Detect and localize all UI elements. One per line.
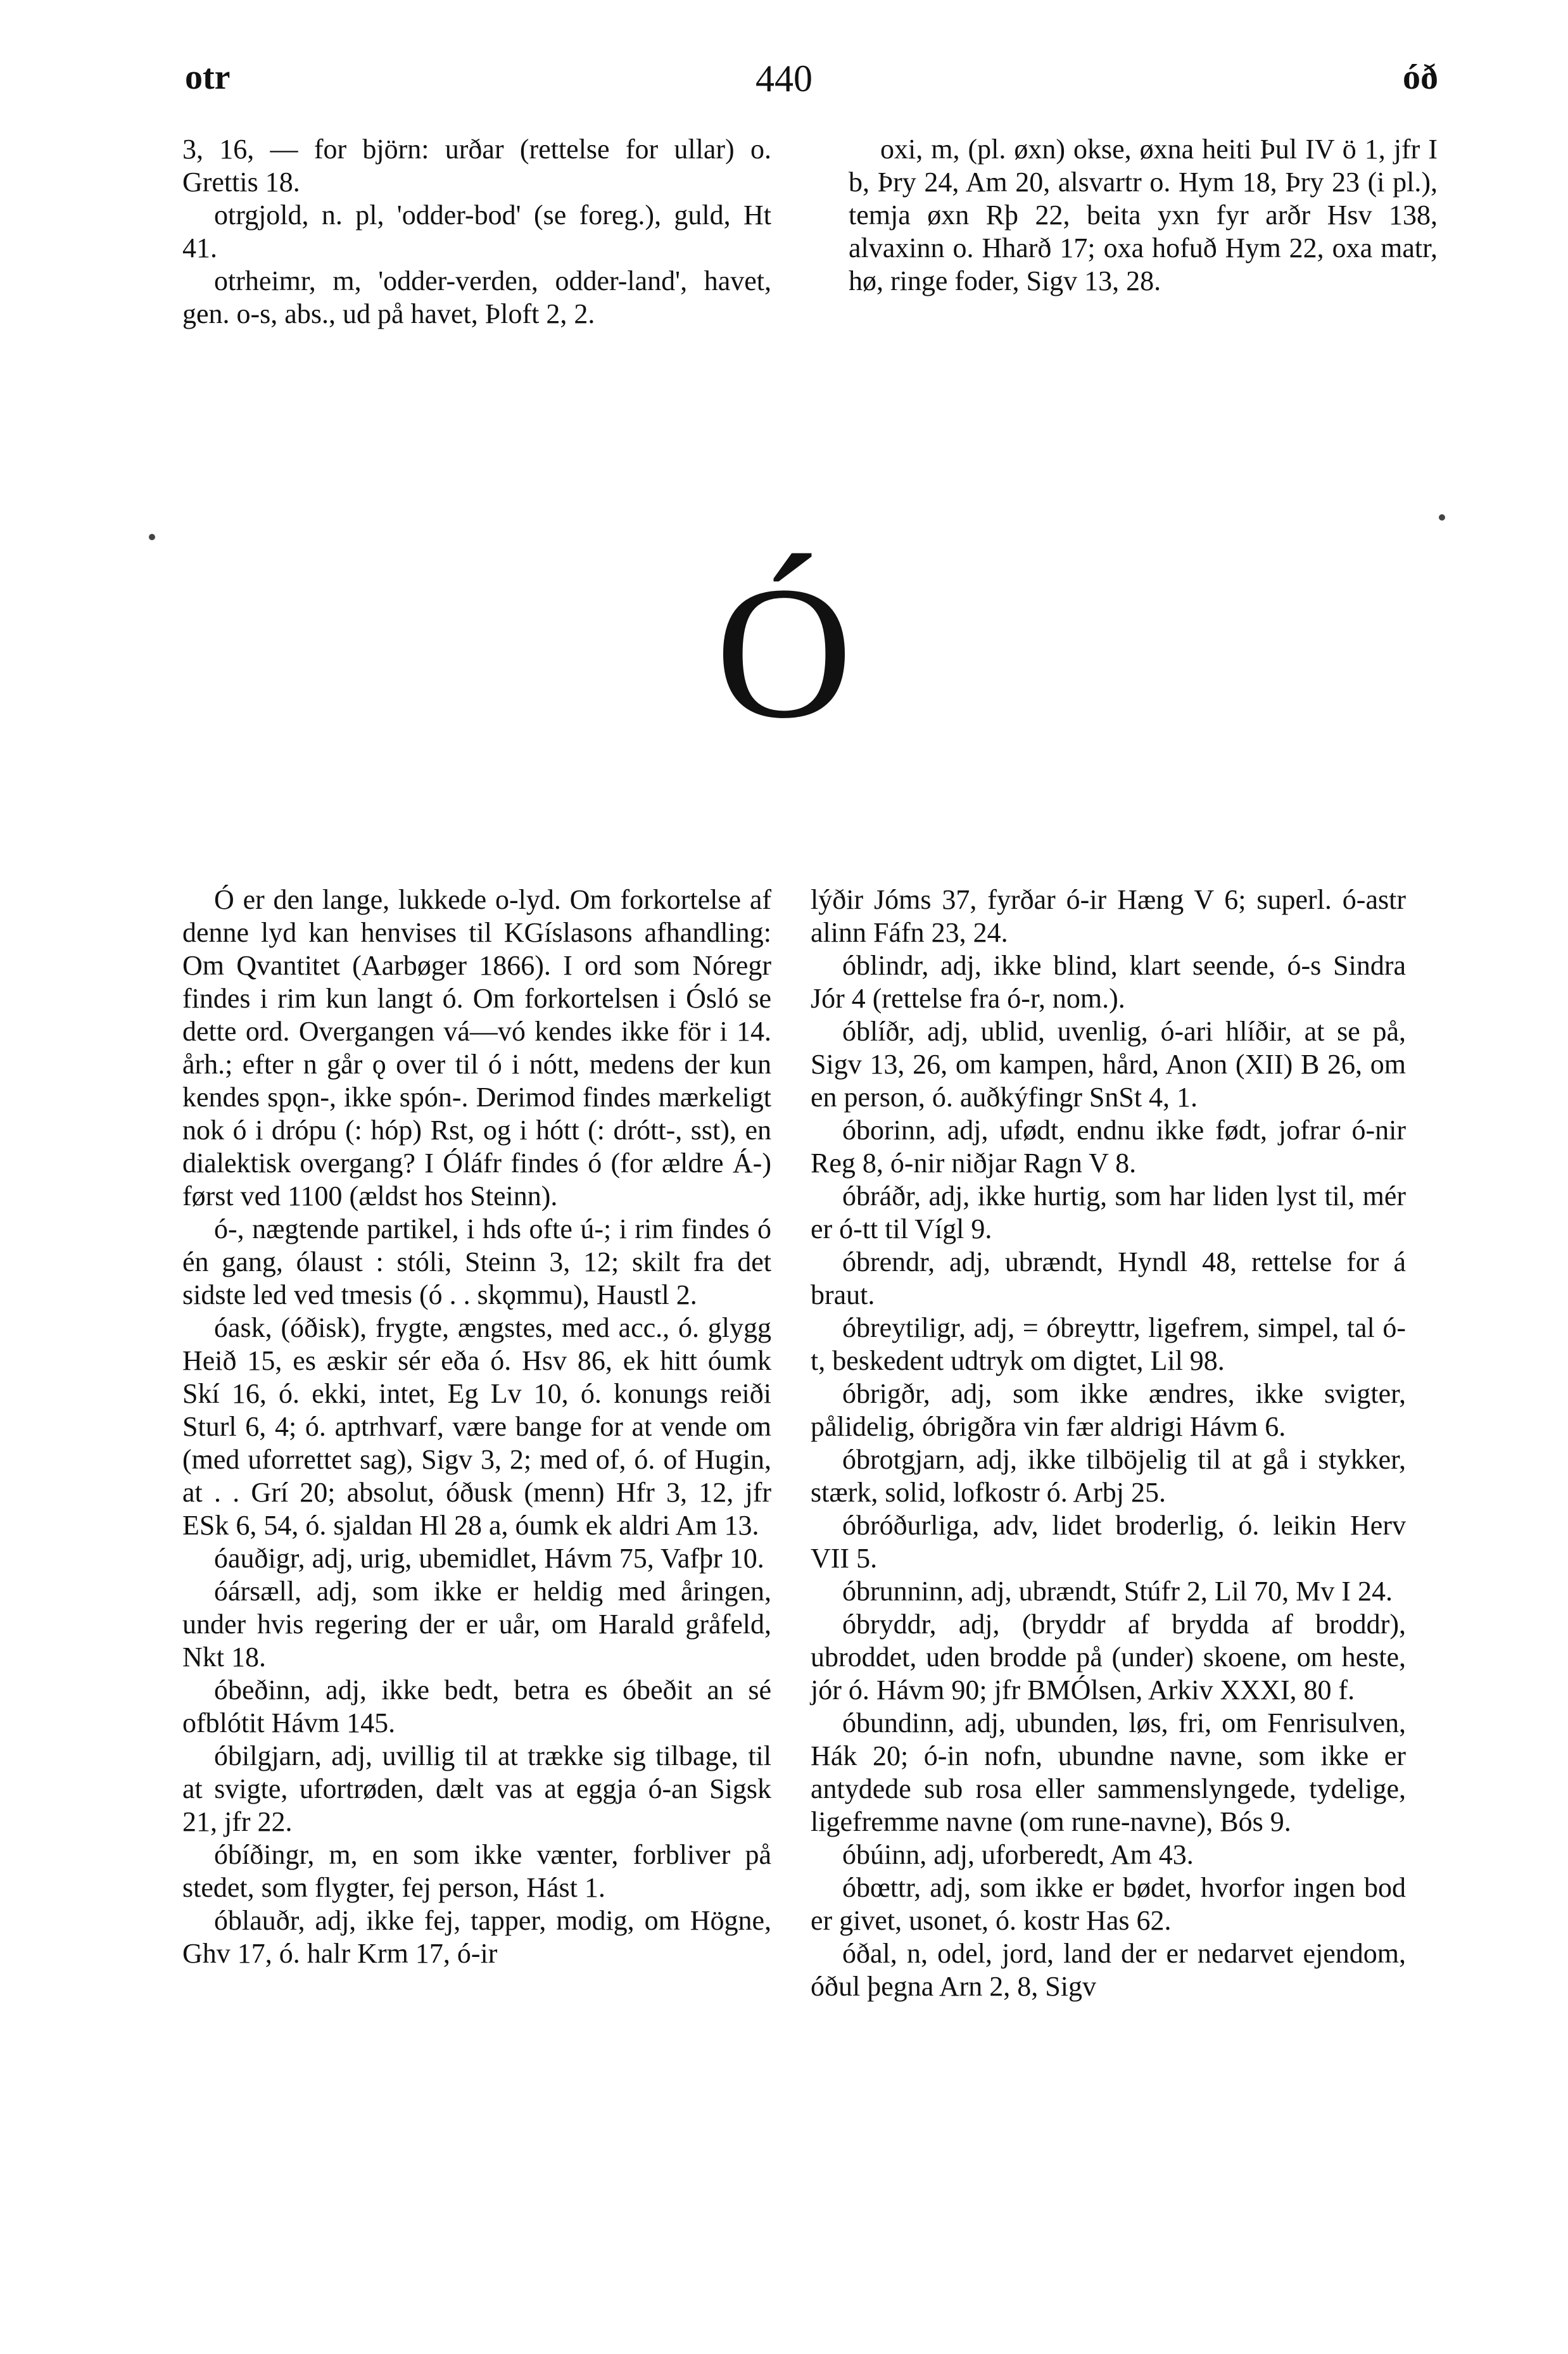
top-left-column [182, 133, 771, 331]
entry-obidingr: óbíðingr, m, en som ikke vænter, forbliver på stedet, som flygter, fej person, Hást 1. [182, 1839, 771, 1903]
entry-oborinn: óborinn, adj, ufødt, endnu ikke født, jofrar ó-nir Reg 8, ó-nir niðjar Ragn V 8. [811, 1115, 1406, 1179]
entry-oarsaell: óársæll, adj, som ikke er heldig med åringen, under hvis regering der er uår, om Harald gråfeld, Nkt 18. [182, 1576, 771, 1673]
entry-oblaudr-continued: lýðir Jóms 37, fyrðar ó-ir Hæng V 6; superl. ó-astr alinn Fáfn 23, 24. [811, 884, 1406, 948]
entry-obedinn: óbeðinn, adj, ikke bedt, betra es óbeðit an sé ofblótit Hávm 145. [182, 1674, 771, 1738]
entry-oask: óask, (óðisk), frygte, ængstes, med acc., ó. glygg Heið 15, es æskir sér eða ó. Hsv 86, ek hitt óumk Skí 16, ó. ekki, intet, Eg Lv 10, ó. konungs reiði Sturl 6, 4; ó. aptrhvarf, være bange for at vende om (med uforrettet sag), Sigv 3, 2; med of, ó. of Hugin, at . . Grí 20; absolut, óðusk (menn) Hfr 3, 12, jfr ESk 6, 54, ó. sjaldan Hl 28 a, óumk ek aldri Am 13. [182, 1312, 771, 1541]
entry-obottr: óbœttr, adj, som ikke er bødet, hvorfor ingen bod er givet, usonet, ó. kostr Has 62. [811, 1872, 1406, 1936]
entry-oblidr: óblíðr, adj, ublid, uvenlig, ó-ari hlíðir, at se på, Sigv 13, 26, om kampen, hård, Anon (XII) B 26, om en person, ó. auðkýfingr SnSt 4, 1. [811, 1016, 1406, 1113]
entry-obreytiligr: óbreytiligr, adj, = óbreyttr, ligefrem, simpel, tal ó-t, beskedent udtryk om digtet, Lil 98. [811, 1312, 1406, 1376]
entry-obrotgjarn: óbrotgjarn, adj, ikke tilböjelig til at gå i stykker, stærk, solid, lofkostr ó. Arbj 25. [811, 1444, 1406, 1508]
running-head-left: otr [185, 58, 231, 97]
entry-oblindr: óblindr, adj, ikke blind, klart seende, ó-s Sindra Jór 4 (rettelse fra ó-r, nom.). [811, 950, 1406, 1014]
margin-mark-left [149, 534, 155, 540]
page-number: 440 [756, 58, 812, 99]
entry-otrheimr: otrheimr, m, 'odder-verden, odder-land', havet, gen. o-s, abs., ud på havet, Þloft 2, 2. [182, 265, 771, 329]
entry-obundinn: óbundinn, adj, ubunden, løs, fri, om Fenrisulven, Hák 20; ó-in nofn, ubundne navne, som ikke er antydede sub rosa eller sammenslyngede, tydelige, ligefremme navne (om rune-navne), Bós 9. [811, 1707, 1406, 1837]
running-head-right: óð [1403, 58, 1438, 97]
entry-obrodurliga: óbróðurliga, adv, lidet broderlig, ó. leikin Herv VII 5. [811, 1510, 1406, 1574]
entry-oblaudr: óblauðr, adj, ikke fej, tapper, modig, om Högne, Ghv 17, ó. halr Krm 17, ó-ir [182, 1905, 771, 1969]
bottom-right-column [811, 883, 1406, 2003]
entry-continuation: 3, 16, — for björn: urðar (rettelse for ullar) o. Grettis 18. [182, 134, 771, 198]
entry-oxi: oxi, m, (pl. øxn) okse, øxna heiti Þul IV ö 1, jfr I b, Þry 24, Am 20, alsvartr o. Hym 18, Þry 23 (i pl.), temja øxn Rþ 22, beita yxn fyr arðr Hsv 138, alvaxinn o. Hharð 17; oxa hofuð Hym 22, oxa matr, hø, ringe foder, Sigv 13, 28. [849, 134, 1438, 296]
entry-o-prefix: ó-, nægtende partikel, i hds ofte ú-; i rim findes ó én gang, ólaust : stóli, Steinn 3, 12; skilt fra det sidste led ved tmesis (ó . . skǫmmu), Haustl 2. [182, 1213, 771, 1310]
entry-obradr: óbráðr, adj, ikke hurtig, som har liden lyst til, mér er ó-tt til Vígl 9. [811, 1180, 1406, 1244]
entry-obrunninn: óbrunninn, adj, ubrændt, Stúfr 2, Lil 70, Mv I 24. [842, 1576, 1393, 1607]
entry-otrgjold: otrgjold, n. pl, 'odder-bod' (se foreg.), guld, Ht 41. [182, 199, 771, 263]
top-right-column [849, 133, 1438, 298]
bottom-left-column [182, 883, 771, 1970]
entry-oaudigr: óauðigr, adj, urig, ubemidlet, Hávm 75, Vafþr 10. [214, 1543, 764, 1574]
entry-obrendr: óbrendr, adj, ubrændt, Hyndl 48, rettelse for á braut. [811, 1246, 1406, 1310]
section-letter: Ó [715, 547, 853, 757]
entry-obrigdr: óbrigðr, adj, som ikke ændres, ikke svigter, pålidelig, óbrigðra vin fær aldrigi Hávm 6. [811, 1378, 1406, 1442]
margin-mark-right [1439, 514, 1445, 521]
entry-o-intro: Ó er den lange, lukkede o-lyd. Om forkortelse af denne lyd kan henvises til KGíslasons afhandling: Om Qvantitet (Aarbøger 1866). I ord som Nóregr findes i rim kun langt ó. Om forkortelsen i Ósló se dette ord. Overgangen vá—vó kendes ikke för i 14. årh.; efter n går ǫ over til ó i nótt, medens der kun kendes spǫn-, ikke spón-. Derimod findes mærkeligt nok ó i drópu (: hóp) Rst, og i hótt (: drótt-, sst), en dialektisk overgang? I Óláfr findes ó (for ældre Á-) først ved 1100 (ældst hos Steinn). [182, 884, 771, 1212]
entry-obuinn: óbúinn, adj, uforberedt, Am 43. [842, 1839, 1194, 1870]
entry-obryddr: óbryddr, adj, (bryddr af brydda af broddr), ubroddet, uden brodde på (under) skoene, om heste, jór ó. Hávm 90; jfr BMÓlsen, Arkiv XXXI, 80 f. [811, 1609, 1406, 1705]
entry-odal: óðal, n, odel, jord, land der er nedarvet ejendom, óðul þegna Arn 2, 8, Sigv [811, 1938, 1406, 2002]
entry-obilgjarn: óbilgjarn, adj, uvillig til at trække sig tilbage, til at svigte, ufortrøden, dælt vas at eggja ó-an Sigsk 21, jfr 22. [182, 1740, 771, 1837]
